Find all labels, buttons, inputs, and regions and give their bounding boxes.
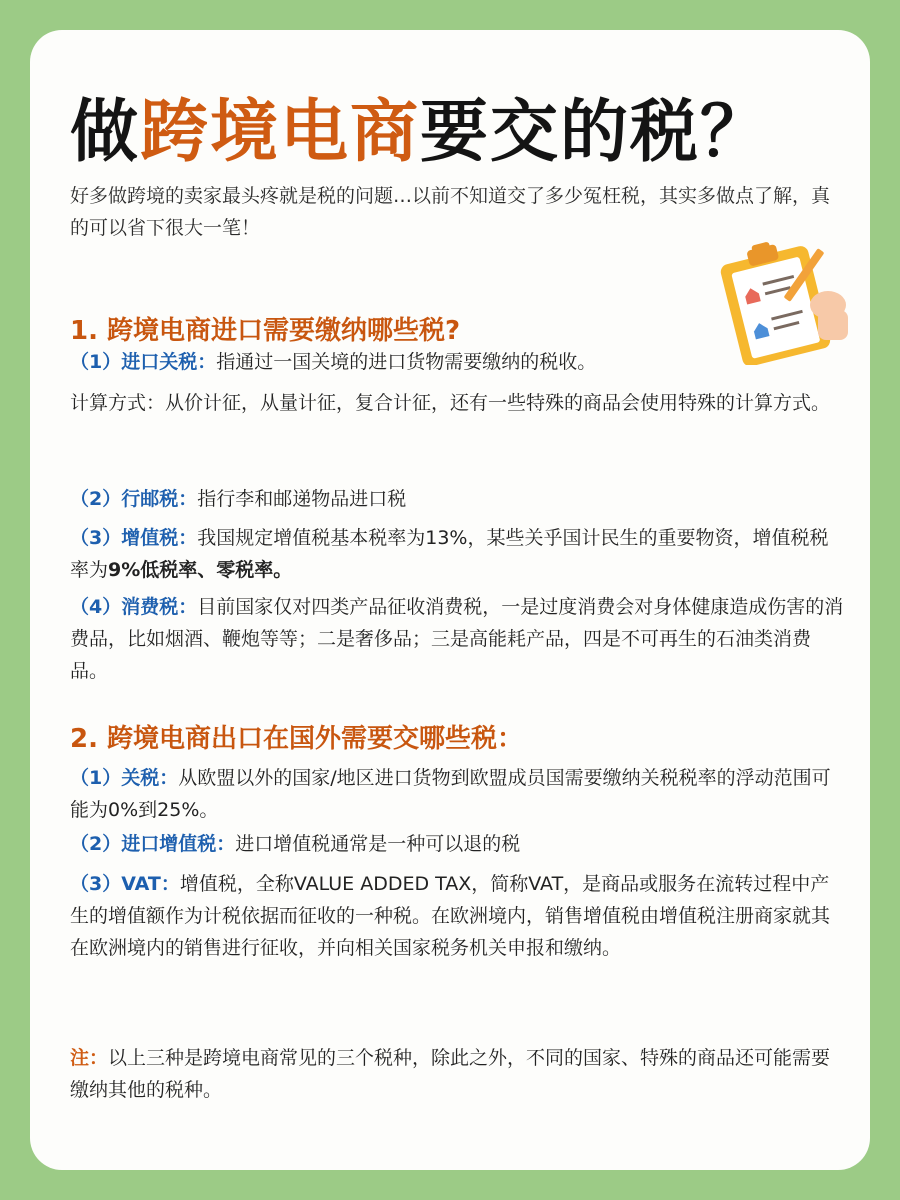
item-text: 从欧盟以外的国家/地区进口货物到欧盟成员国需要缴纳关税税率的浮动范围可能为0%到25%。: [70, 767, 831, 821]
intro-paragraph: 好多做跨境的卖家最头疼就是税的问题…以前不知道交了多少冤枉税，其实多做点了解，真的可以省下很大一笔！: [70, 185, 831, 239]
item-text: 我国规定增值税基本税率为13%，某些关乎国计民生的重要物资，增值税税率为: [70, 527, 829, 581]
item-text: 计算方式：从价计征，从量计征，复合计征，还有一些特殊的商品会使用特殊的计算方式。: [70, 392, 831, 414]
item-text: 目前国家仅对四类产品征收消费税，一是过度消费会对身体健康造成伤害的消费品，比如烟酒、鞭炮等等；二是奢侈品；三是高能耗产品，四是不可再生的石油类消费品。: [70, 596, 844, 682]
note-label: 注：: [70, 1047, 109, 1069]
section1-heading: 1. 跨境电商进口需要缴纳哪些税?: [70, 316, 461, 346]
section1-item-calc: [70, 387, 845, 419]
note-text: 以上三种是跨境电商常见的三个税种，除此之外，不同的国家、特殊的商品还可能需要缴纳其他的税种。: [70, 1047, 831, 1101]
section1-item-1: [70, 346, 845, 378]
item-label: （3）VAT：: [70, 873, 180, 895]
item-label: （3）增值税：: [70, 527, 198, 549]
item-text: 增值税，全称VALUE ADDED TAX，简称VAT，是商品或服务在流转过程中产生的增值额作为计税依据而征收的一种税。在欧洲境内，销售增值税由增值税注册商家就其在欧洲境内的销售进行征收，并向相关国家税务机关申报和缴纳。: [70, 873, 831, 959]
note-paragraph: [70, 1042, 845, 1106]
page-title: [70, 88, 770, 178]
section2-item-3: [70, 868, 845, 964]
section2-heading: 2. 跨境电商出口在国外需要交哪些税：: [70, 724, 524, 754]
item-label: （1）关税：: [70, 767, 179, 789]
item-text: 进口增值税通常是一种可以退的税: [235, 833, 521, 855]
section1-item-3: [70, 522, 845, 586]
item-text: 指行李和邮递物品进口税: [197, 488, 407, 510]
title-highlight: 跨境电商: [140, 93, 421, 172]
section2-item-2: [70, 828, 845, 860]
section1-item-2: [70, 483, 845, 515]
section1-item-4: [70, 591, 845, 687]
section2-item-1: [70, 762, 845, 826]
item-label: （1）进口关税：: [70, 351, 217, 373]
item-bold-text: 9%低税率、零税率。: [108, 559, 293, 581]
content-card: [30, 30, 870, 1170]
item-label: （2）行邮税：: [70, 488, 198, 510]
item-text: 指通过一国关境的进口货物需要缴纳的税收。: [216, 351, 597, 373]
item-label: （2）进口增值税：: [70, 833, 236, 855]
title-part1: 做: [70, 93, 141, 172]
item-label: （4）消费税：: [70, 596, 198, 618]
title-part2: 要交的税？: [420, 93, 771, 172]
